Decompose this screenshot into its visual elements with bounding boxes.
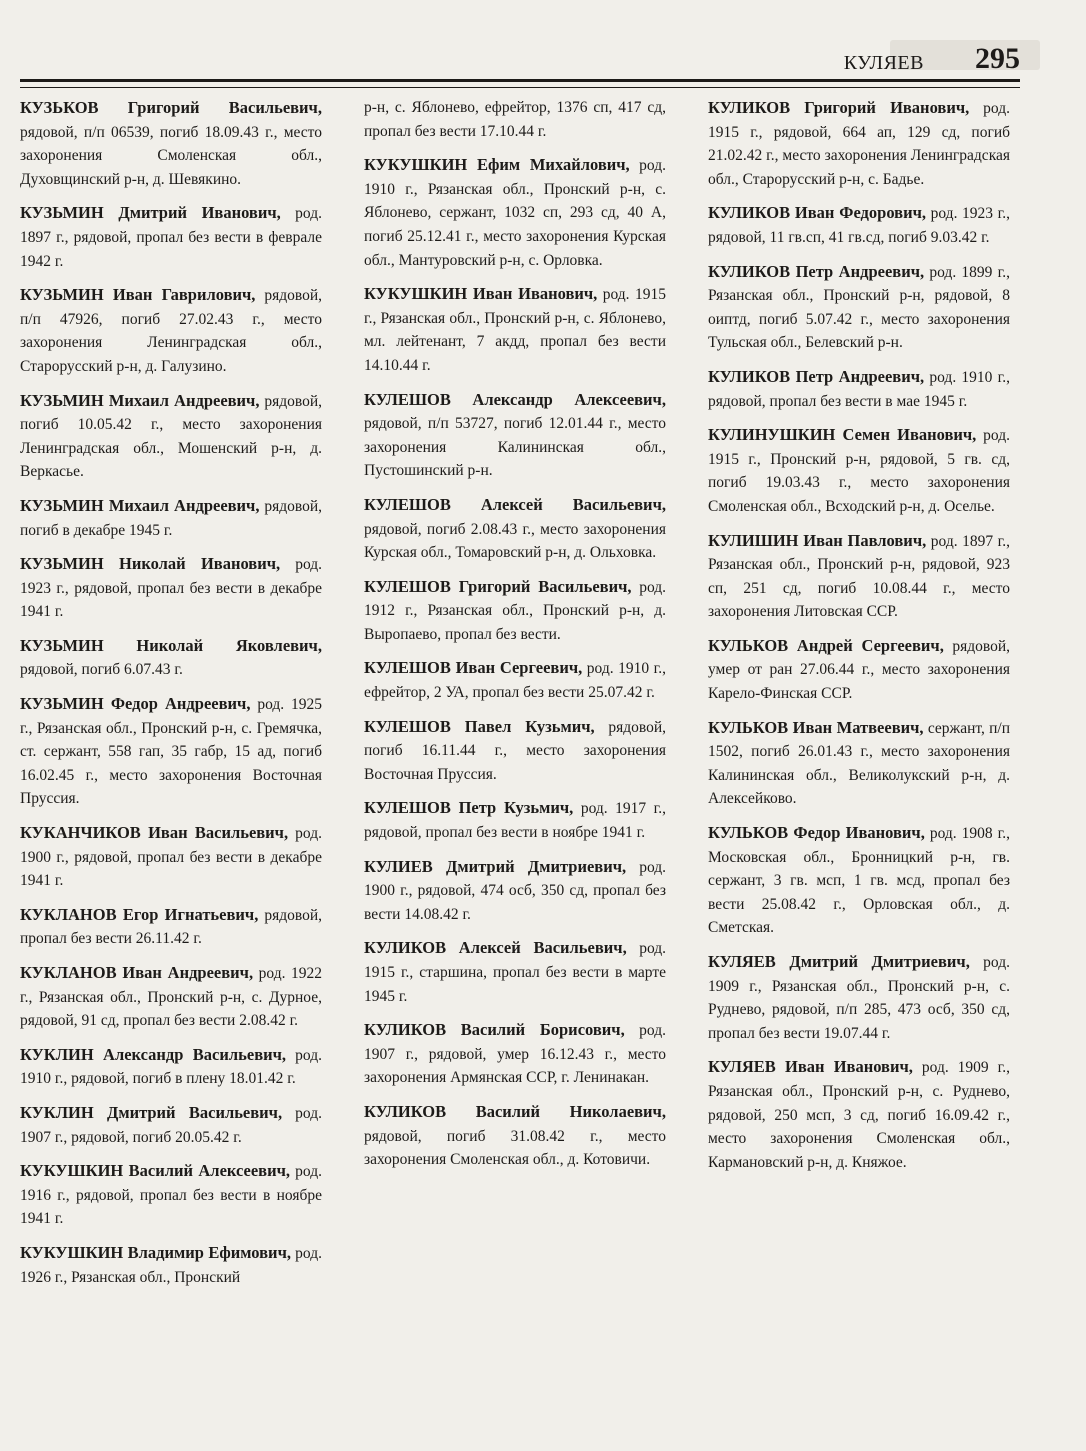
entry-name: КУЗЬКОВ Григорий Васильевич, [20,98,322,117]
entry-text: род. 1909 г., Рязанская обл., Пронский р-н, с. Руднево, рядовой, п/п 285, 473 осб, 350 сд, пропал без вести 19.07.44 г. [708,954,1010,1042]
entry-text: род. 1897 г., Рязанская обл., Пронский р-н, рядовой, 923 сп, 251 сд, погиб 10.08.44 г., место захоронения Литовская ССР. [708,532,1010,621]
entry-text: род. 1907 г., рядовой, погиб 20.05.42 г. [20,1104,322,1146]
entry [20,96,322,191]
entry-text: рядовой, погиб 16.11.44 г., место захоронения Восточная Пруссия. [364,718,666,783]
entry-text: сержант, п/п 1502, погиб 26.01.43 г., место захоронения Калининская обл., Великолукский р-н, д. Алексейково. [708,719,1011,808]
entry-name: КУКУШКИН Владимир Ефимович, [20,1242,291,1262]
entry-name: КУЛИКОВ Григорий Иванович, [708,98,970,117]
entry [364,282,666,377]
entry [20,201,322,273]
entry [708,950,1010,1045]
entry [364,1100,666,1172]
entry [20,634,322,682]
entry-name: КУЛИКОВ Василий Борисович, [364,1020,625,1040]
text-columns [20,96,1020,1326]
entry-text: род. 1910 г., рядовой, пропал без вести в мае 1945 г. [708,368,1011,410]
entry-name: КУЛИКОВ Алексей Васильевич, [364,938,627,958]
entry-text: род. 1897 г., рядовой, пропал без вести в феврале 1942 г. [20,205,322,270]
entry-name: КУКЛИН Дмитрий Васильевич, [20,1102,283,1122]
entry-text: род. 1910 г., Рязанская обл., Пронский р-н, с. Яблонево, сержант, 1032 сп, 293 сд, 40 А, погиб 25.12.41 г., место захоронения Курская обл., Мантуровский р-н, с. Орловка. [364,157,666,269]
entry-text: род. 1926 г., Рязанская обл., Пронский [20,1244,322,1286]
entry-text: род. 1910 г., ефрейтор, 2 УА, пропал без вести 25.07.42 г. [364,660,667,702]
entry-text: рядовой, п/п 53727, погиб 12.01.44 г., место захоронения Калининская обл., Пустошинский р-н. [364,415,666,480]
column-3 [708,96,1010,1184]
entry-text: род. 1925 г., Рязанская обл., Пронский р-н, с. Гремячка, ст. сержант, 558 гап, 35 габр, 15 ад, погиб 16.02.45 г., место захоронения Восточная Пруссия. [20,696,323,808]
entry-name: КУЛЕШОВ Иван Сергеевич, [364,658,583,678]
entry [20,1101,322,1149]
entry-text: род. 1908 г., Московская обл., Бронницкий р-н, гв. сержант, 3 гв. мсп, 1 гв. мсд, пропал без вести 25.08.42 г., Орловская обл., д. Сметская. [708,825,1010,937]
entry-name: КУКАНЧИКОВ Иван Васильевич, [20,823,289,843]
entry-name: КУЗЬМИН Николай Иванович, [20,554,281,574]
entry-name: КУЛИКОВ Иван Федорович, [708,203,927,223]
entry [364,936,666,1008]
entry [20,961,322,1033]
entry [20,389,322,484]
entry-text: род. 1915 г., Пронский р-н, рядовой, 5 гв. сд, погиб 19.03.43 г., место захоронения Смоленская обл., Всходский р-н, д. Оселье. [708,427,1010,515]
entry-text: рядовой, п/п 06539, погиб 18.09.43 г., место захоронения Смоленская обл., Духовщинский р-н, д. Шевякино. [20,123,322,188]
entry [708,260,1010,355]
entry [20,1043,322,1091]
entry-text: рядовой, погиб 6.07.43 г. [20,661,183,679]
entry-name: КУЗЬМИН Михаил Андреевич, [20,495,260,515]
page-number: 295 [975,42,1020,75]
entry-text: рядовой, умер от ран 27.06.44 г., место захоронения Карело-Финская ССР. [708,637,1011,703]
entry-name: КУЗЬМИН Иван Гаврилович, [20,285,256,305]
entry [20,1159,322,1231]
entry-name: КУКЛИН Александр Васильевич, [20,1044,287,1064]
entry [708,423,1010,518]
entry-text: род. 1915 г., старшина, пропал без вести в марте 1945 г. [364,940,667,1005]
column-2 [364,96,666,1182]
entry [20,692,322,811]
entry-text: рядовой, пропал без вести 26.11.42 г. [20,906,323,948]
entry [708,201,1010,249]
entry [364,96,666,143]
entry-text: рядовой, погиб 2.08.43 г., место захоронения Курская обл., Томаровский р-н, д. Ольховка. [364,520,666,562]
entry [20,1241,322,1289]
entry [20,821,322,893]
entry-name: КУЛИЕВ Дмитрий Дмитриевич, [364,856,627,876]
entry [708,716,1010,811]
entry-text: род. 1922 г., Рязанская обл., Пронский р-н, с. Дурное, рядовой, 91 сд, пропал без вести 2.08.42 г. [20,965,322,1030]
header-rule-thick [20,79,1020,82]
entry-text: р-н, с. Яблонево, ефрейтор, 1376 сп, 417 сд, пропал без вести 17.10.44 г. [364,99,666,140]
entry-name: КУЛЯЕВ Дмитрий Дмитриевич, [708,952,970,971]
entry-text: рядовой, погиб 10.05.42 г., место захоронения Ленинградская обл., Мошенский р-н, д. Веркасье. [20,392,323,481]
entry-text: род. 1917 г., рядовой, пропал без вести в ноябре 1941 г. [364,800,666,842]
entry-name: КУКУШКИН Иван Иванович, [364,284,598,304]
entry-name: КУЗЬМИН Михаил Андреевич, [20,390,260,410]
column-1 [20,96,322,1299]
entry [20,552,322,624]
entry [364,1018,666,1090]
entry-text: род. 1916 г., рядовой, пропал без вести в ноябре 1941 г. [20,1163,322,1228]
entry [364,493,666,565]
entry [364,855,666,927]
entry-name: КУЛЕШОВ Григорий Васильевич, [364,576,632,596]
entry [364,796,666,844]
entry-name: КУЛИКОВ Петр Андреевич, [708,366,925,386]
entry [20,494,322,542]
entry-text: род. 1912 г., Рязанская обл., Пронский р-н, д. Выропаево, пропал без вести. [364,578,667,643]
entry [364,656,666,704]
entry-name: КУЛЬКОВ Федор Иванович, [708,823,925,843]
entry-name: КУЛЬКОВ Иван Матвеевич, [708,717,924,737]
entry-text: род. 1915 г., Рязанская обл., Пронский р-н, с. Яблонево, мл. лейтенант, 7 акдд, пропал без вести 14.10.44 г. [364,286,666,374]
entry [364,715,666,787]
entry-name: КУКУШКИН Василий Алексеевич, [20,1161,291,1181]
entry-name: КУЛИНУШКИН Семен Иванович, [708,425,977,445]
entry-name: КУЛЕШОВ Петр Кузьмич, [364,798,574,818]
entry-text: род. 1900 г., рядовой, пропал без вести в декабре 1941 г. [20,825,322,890]
entry [708,529,1010,624]
entry [708,96,1010,191]
entry-text: род. 1909 г., Рязанская обл., Пронский р-н, с. Руднево, рядовой, 250 мсп, 3 сд, погиб 16.09.42 г., место захоронения Смоленская обл., Кармановский р-н, д. Княжое. [708,1059,1010,1171]
entry-name: КУЛЕШОВ Александр Алексеевич, [364,389,666,409]
entry-name: КУЗЬМИН Дмитрий Иванович, [20,203,281,223]
header-rule-thin [20,87,1020,88]
entry [364,388,666,483]
entry [20,283,322,378]
entry-text: род. 1923 г., рядовой, пропал без вести в декабре 1941 г. [20,556,323,621]
entry-text: род. 1900 г., рядовой, 474 осб, 350 сд, пропал без вести 14.08.42 г. [364,858,667,923]
entry [708,1055,1010,1174]
entry-text: род. 1899 г., Рязанская обл., Пронский р-н, рядовой, 8 оиптд, погиб 5.07.42 г., место захоронения Тульская обл., Белевский р-н. [708,263,1011,352]
entry-name: КУЗЬМИН Федор Андреевич, [20,694,251,714]
entry-name: КУЛЬКОВ Андрей Сергеевич, [708,635,944,655]
entry-text: рядовой, погиб 31.08.42 г., место захоронения Смоленская обл., д. Котовичи. [364,1127,666,1169]
entry-name: КУЛЕШОВ Алексей Васильевич, [364,494,666,514]
entry-text: род. 1907 г., рядовой, умер 16.12.43 г., место захоронения Армянская ССР, г. Ленинакан. [364,1022,666,1087]
entry-text: род. 1910 г., рядовой, погиб в плену 18.01.42 г. [20,1046,322,1088]
entry-name: КУЗЬМИН Николай Яковлевич, [20,635,322,655]
entry-name: КУЛИШИН Иван Павлович, [708,530,927,550]
entry [364,575,666,647]
entry-name: КУКЛАНОВ Иван Андреевич, [20,963,254,982]
running-head: КУЛЯЕВ [843,52,924,74]
entry-name: КУЛИКОВ Петр Андреевич, [708,261,925,281]
entry [20,903,322,951]
entry-name: КУЛЯЕВ Иван Иванович, [708,1057,913,1077]
entry-name: КУКЛАНОВ Егор Игнатьевич, [20,904,259,924]
entry-text: рядовой, п/п 47926, погиб 27.02.43 г., место захоронения Ленинградская обл., Старорусский р-н, д. Галузино. [20,287,323,375]
entry-text: рядовой, погиб в декабре 1945 г. [20,497,323,539]
entry-name: КУКУШКИН Ефим Михайлович, [364,155,630,175]
entry-name: КУЛЕШОВ Павел Кузьмич, [364,716,595,736]
entry [708,365,1010,413]
entry-text: род. 1915 г., рядовой, 664 ап, 129 сд, погиб 21.02.42 г., место захоронения Ленинградская обл., Старорусский р-н, с. Бадье. [708,100,1010,188]
entry-name: КУЛИКОВ Василий Николаевич, [364,1101,666,1121]
entry-text: род. 1923 г., рядовой, 11 гв.сп, 41 гв.сд, погиб 9.03.42 г. [708,205,1010,246]
entry [708,634,1010,706]
entry [708,821,1010,940]
entry [364,153,666,272]
